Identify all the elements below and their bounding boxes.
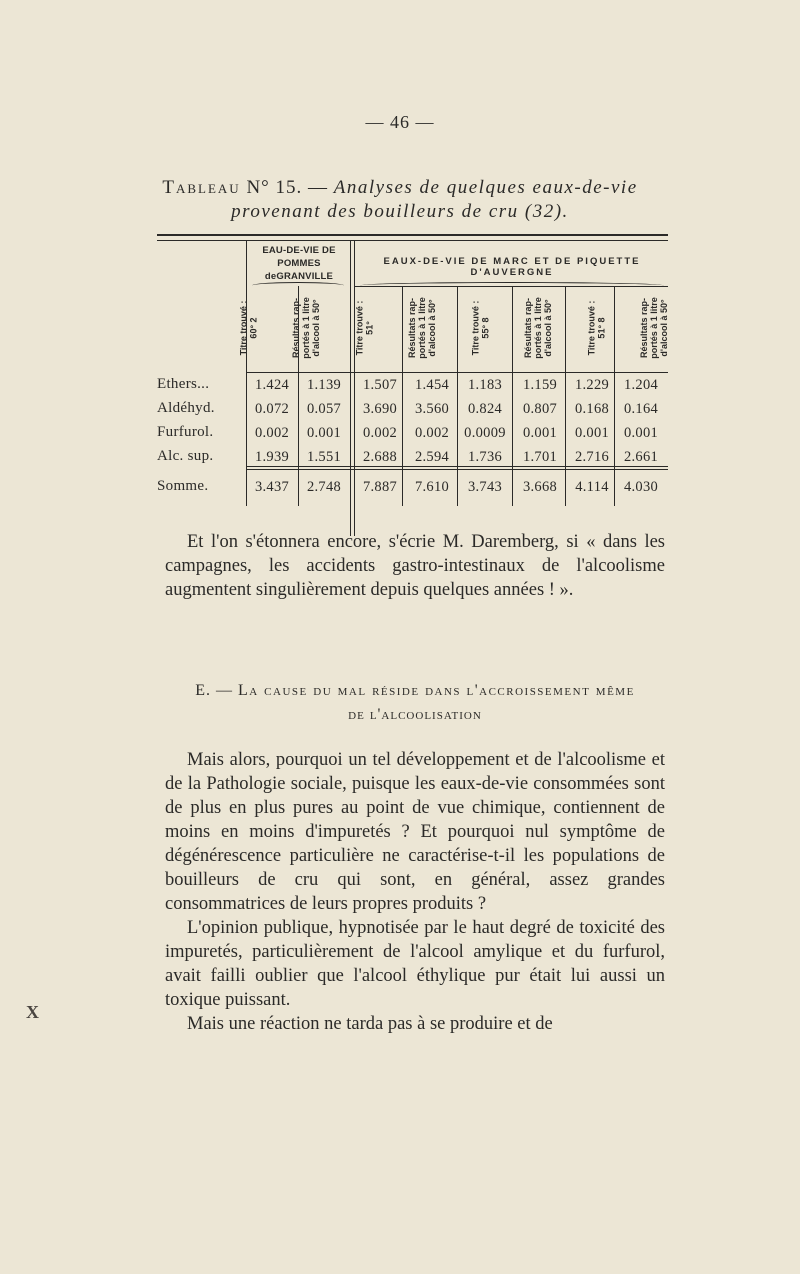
group-head-granville: EAU-DE-VIE DE POMMES deGRANVILLE xyxy=(262,245,336,282)
paragraph-reaction: Mais une réaction ne tarda pas à se produire et de xyxy=(187,1014,553,1034)
table-cell: 1.939 xyxy=(254,449,290,465)
column-head-5: Titre trouvé : 55° 8 xyxy=(470,300,490,356)
table-cell: 0.072 xyxy=(254,401,290,417)
table-vline xyxy=(402,286,403,506)
column-head-6: Résultats rap- portés à 1 litre d'alcool à 50° xyxy=(523,297,553,359)
table-vline xyxy=(565,286,566,506)
section-letter: E. xyxy=(195,682,211,699)
table-top-rule xyxy=(157,234,668,241)
table-cell: 0.002 xyxy=(254,425,290,441)
row-label-aldehyd: Aldéhyd. xyxy=(157,400,215,416)
table-hline xyxy=(246,372,668,373)
section-title-line1: La cause du mal réside dans l'accroissement même xyxy=(237,682,635,699)
paragraph-opinion: L'opinion publique, hypnotisée par le haut degré de toxicité des impuretés, particulièrement de l'alcool amylique et du furfurol, avait failli oublier que l'alcool éthylique pur était lui aussi un toxique puissant. xyxy=(165,918,665,1010)
column-head-7: Titre trouvé : 51° 8 xyxy=(586,300,606,356)
table-cell: 1.551 xyxy=(306,449,342,465)
table-hline xyxy=(354,286,668,287)
column-head-2: Résultats rap- portés à 1 litre d'alcool à 50° xyxy=(291,297,321,359)
row-label-furfurol: Furfurol. xyxy=(157,424,214,440)
table-cell: 3.690 xyxy=(362,401,398,417)
body-text xyxy=(165,748,665,1036)
column-head-8: Résultats rap- portés à 1 litre d'alcool à 50° xyxy=(639,297,669,359)
table-cell: 0.002 xyxy=(362,425,398,441)
table-cell: 2.716 xyxy=(574,449,610,465)
total-cell: 3.743 xyxy=(467,479,503,495)
table-vline xyxy=(298,286,299,506)
table-cell: 1.159 xyxy=(522,377,558,393)
table-cell: 1.204 xyxy=(623,377,659,393)
table-cell: 1.139 xyxy=(306,377,342,393)
table-cell: 0.002 xyxy=(414,425,450,441)
table-title xyxy=(0,177,800,199)
table-cell: 1.701 xyxy=(522,449,558,465)
table-cell: 0.168 xyxy=(574,401,610,417)
column-head-4: Résultats rap- portés à 1 litre d'alcool à 50° xyxy=(407,297,437,359)
table-cell: 0.001 xyxy=(306,425,342,441)
paragraph-question: Mais alors, pourquoi un tel développement et de l'alcoolisme et de la Pathologie sociale, puisque les eaux-de-vie consommées sont de plus en plus pures au point de vue chimique, contiennent de moins en moins d'impuretés ? Et pourquoi nul symptôme de dégénérescence particulière ne caractérise-t-il les populations de bouilleurs de cru qui sont, en général, assez grandes consommatrices de leurs propres produits ? xyxy=(165,750,665,914)
total-cell: 7.610 xyxy=(414,479,450,495)
row-label-total: Somme. xyxy=(157,478,209,494)
total-cell: 3.437 xyxy=(254,479,290,495)
table-title-dash: — xyxy=(308,177,329,198)
table-cell: 1.507 xyxy=(362,377,398,393)
table-subtitle: provenant des bouilleurs de cru (32). xyxy=(231,201,569,222)
section-dash: — xyxy=(215,682,233,699)
row-label-ethers: Ethers... xyxy=(157,376,210,392)
table-cell: 1.183 xyxy=(467,377,503,393)
table-title-italic: Analyses de quelques eaux-de-vie xyxy=(333,177,638,198)
table-title-number: N° 15. xyxy=(246,177,303,198)
section-heading xyxy=(165,679,665,727)
total-cell: 2.748 xyxy=(306,479,342,495)
group-head-auvergne: EAUX-DE-VIE DE MARC ET DE PIQUETTE D'AUVERGNE xyxy=(383,256,641,278)
total-cell: 4.114 xyxy=(575,479,609,495)
table-cell: 0.807 xyxy=(522,401,558,417)
table-cell: 0.057 xyxy=(306,401,342,417)
total-cell: 7.887 xyxy=(362,479,398,495)
table-cell: 2.594 xyxy=(414,449,450,465)
table-cell: 1.736 xyxy=(467,449,503,465)
table-cell: 0.001 xyxy=(574,425,610,441)
table-cell: 0.001 xyxy=(522,425,558,441)
table-cell: 0.164 xyxy=(623,401,659,417)
table-vline xyxy=(457,286,458,506)
table-cell: 0.001 xyxy=(623,425,659,441)
column-head-3: Titre trouvé : 51° xyxy=(354,300,374,356)
table-vline xyxy=(512,286,513,506)
table-cell: 2.661 xyxy=(623,449,659,465)
row-label-alc-sup: Alc. sup. xyxy=(157,448,214,464)
table-hline xyxy=(246,466,668,467)
table-cell: 2.688 xyxy=(362,449,398,465)
column-head-1: Titre trouvé : 60° 2 xyxy=(238,300,258,356)
table-cell: 1.454 xyxy=(414,377,450,393)
section-title-line2: de l'alcoolisation xyxy=(348,706,482,723)
paragraph-daremberg: Et l'on s'étonnera encore, s'écrie M. Daremberg, si « dans les campagnes, les accidents gastro-intestinaux de l'alcoolisme augmentent singulièrement depuis quelques années ! ». xyxy=(165,532,665,600)
table-cell: 3.560 xyxy=(414,401,450,417)
total-cell: 4.030 xyxy=(623,479,659,495)
total-cell: 3.668 xyxy=(522,479,558,495)
table-cell: 1.424 xyxy=(254,377,290,393)
table-cell: 1.229 xyxy=(574,377,610,393)
table-hline xyxy=(246,469,668,470)
table-cell: 0.824 xyxy=(467,401,503,417)
table-vline xyxy=(614,286,615,506)
table-title-label: Tableau xyxy=(162,177,241,198)
page-number: — 46 — xyxy=(365,112,435,132)
table-cell: 0.0009 xyxy=(464,425,506,441)
margin-mark: X xyxy=(26,1002,39,1022)
